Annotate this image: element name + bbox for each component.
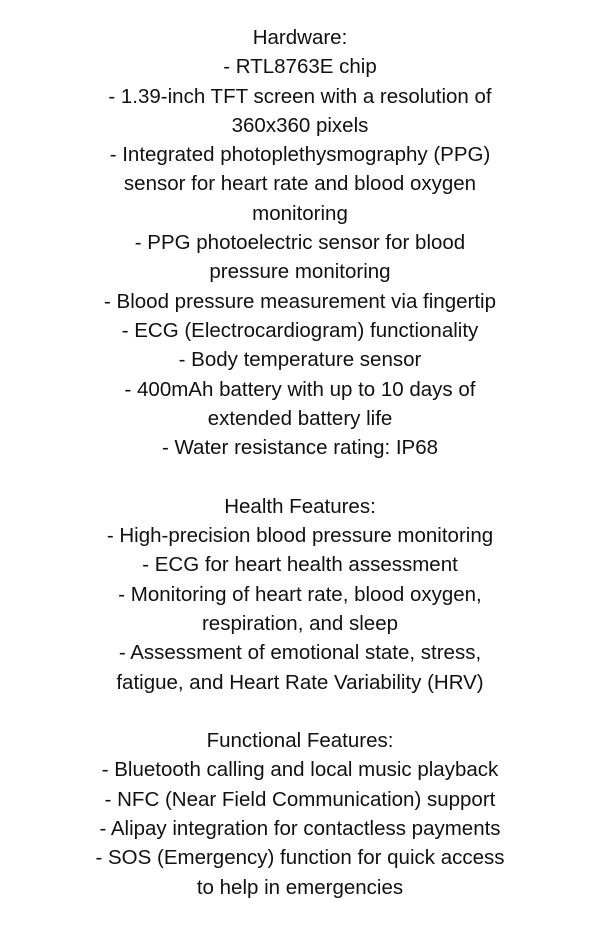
feature-line: - Monitoring of heart rate, blood oxygen, (118, 582, 482, 606)
spec-line: monitoring (252, 201, 348, 225)
feature-line: - Alipay integration for contactless payments (99, 817, 501, 841)
health-features-section (0, 492, 600, 697)
feature-line: to help in emergencies (196, 875, 404, 899)
feature-line: - High-precision blood pressure monitoring (106, 524, 494, 548)
feature-line: fatigue, and Heart Rate Variability (HRV) (116, 670, 484, 694)
section-heading: Functional Features: (206, 729, 394, 753)
feature-line: - NFC (Near Field Communication) support (104, 787, 496, 811)
spec-document (0, 23, 600, 902)
feature-line: respiration, and sleep (201, 611, 398, 635)
spec-line: - Blood pressure measurement via fingertip (104, 289, 496, 313)
spec-line: - 1.39-inch TFT screen with a resolution of (108, 84, 492, 108)
feature-line: - ECG for heart health assessment (142, 553, 458, 577)
spec-line: - PPG photoelectric sensor for blood (134, 231, 466, 255)
spec-line: pressure monitoring (209, 260, 391, 284)
spec-line: - Integrated photoplethysmography (PPG) (109, 143, 491, 167)
spec-line: extended battery life (207, 406, 393, 430)
feature-line: - Bluetooth calling and local music playback (101, 758, 499, 782)
section-heading: Health Features: (224, 494, 376, 518)
spec-line: sensor for heart rate and blood oxygen (123, 172, 477, 196)
feature-line: - Assessment of emotional state, stress, (118, 641, 482, 665)
feature-line: - SOS (Emergency) function for quick access (95, 846, 505, 870)
functional-features-section (0, 726, 600, 902)
spec-line: 360x360 pixels (231, 113, 369, 137)
section-heading: Hardware: (252, 26, 348, 49)
spec-line: - 400mAh battery with up to 10 days of (124, 377, 476, 401)
spec-line: - Water resistance rating: IP68 (161, 436, 439, 460)
spec-line: - RTL8763E chip (223, 55, 377, 79)
spec-line: - ECG (Electrocardiogram) functionality (121, 318, 479, 342)
hardware-section (0, 23, 600, 462)
spec-line: - Body temperature sensor (178, 348, 422, 372)
